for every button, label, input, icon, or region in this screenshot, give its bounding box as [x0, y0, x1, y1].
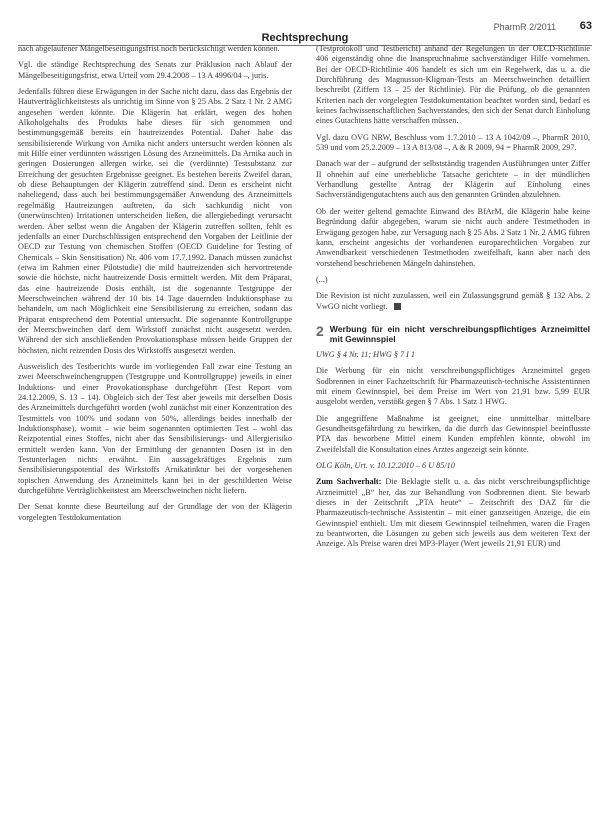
paragraph-text: Die Revision ist nicht zuzulassen, weil ein Zulassungsgrund gemäß § 132 Abs. 2 VwGO nicht vorliegt. — [316, 291, 590, 311]
right-column — [316, 44, 590, 556]
journal-name: PharmR 2/2011 — [493, 22, 556, 32]
paragraph: Vgl. die ständige Rechtsprechung des Senats zur Präklusion nach Ablauf der Mängelbeseitigungsfrist, etwa Urteil vom 29.4.2008 – 13 A 4996/04 –, juris. — [18, 60, 292, 80]
section-number: 2 — [316, 322, 324, 339]
paragraph: Danach war der – aufgrund der selbstständig tragenden Ausführungen unter Ziffer II ohnehin auf eine unerhebliche Tatsache gerichtete – in der mündlichen Verhandlung gestellte Antrag der Klägerin auf Einholung eines Sachverständigengutachtens auch aus den genannten Gründen abzulehnen. — [316, 159, 590, 200]
page-header — [18, 14, 592, 44]
paragraph: (...) — [316, 274, 328, 284]
norms-line: UWG § 4 Nr. 11; HWG § 7 I 1 — [316, 349, 415, 359]
section-header — [316, 324, 590, 344]
paragraph: Ausweislich des Testberichts wurde im vorliegenden Fall zwar eine Testung an zwei Meerschweinchengruppen (Testgruppe und Kontrollgruppe) jeweils in einer Induktions- und einer Provokationsphase durchgeführt (Test Report vom 24.12.2009, S. 13 – 14). Obgleich sich der Test aber jeweils mit derselben Dosis des Arzneimittels durchgeführt worden (wohl zunächst mit einer Konzentration des Testmittels von 100% und sodann von 50%, allerdings beides innerhalb der Induktionsphase), womit – wie beim sogenannten optimierten Test – wohl das Reizpotential eines Stoffes, nicht aber das Sensibilisierungs- und Allergierisiko ermittelt werden kann. Von der Ermittlung der genannten Dosen ist in den Testunterlagen nichts erwähnt. Ein aussagekräftiges Ergebnis zum Sensibilisierungspotential des Wirkstoffs Arnikatinktur bei der vorgesehenen topischen Anwendung des Arzneimittels kann bei in der geschilderten Weise durchgeführte Verträglichkeitstest am Meerschweinchen nicht liefern. — [18, 361, 292, 496]
left-column — [18, 44, 292, 529]
paragraph: Vgl. dazu OVG NRW, Beschluss vom 1.7.2010 – 13 A 1042/09 –, PharmR 2010, 539 und vom 25.2.2009 – 13 A 813/08 –, A & R 2009, 94 = PharmR 2009, 297. — [316, 132, 590, 153]
facts-label: Zum Sachverhalt: — [316, 477, 382, 487]
section-heading: Rechtsprechung — [261, 32, 349, 44]
section-title: Werbung für ein nicht verschreibungspflichtiges Arzneimittel mit Gewinnspiel — [329, 323, 590, 344]
paragraph: (Testprotokoll und Testbericht) anhand der Regelungen in der OECD-Richtlinie 406 eigenständig ohne die Inanspruchnahme sachverständiger Hilfe vornehmen. Bei der OECD-Richtlinie 406 handelt es sich um ein Regelwerk, das u. a. die Durchführung des Magnusson-Kligman-Tests an Meerschweinchen detailliert beschreibt (Ziffern 13 – 25 der Richtlinie). Für die Prüfung, ob die genannten Kriterien nach der vorgelegten Testdokumentation beachtet worden sind, bedarf es keines fachwissenschaftlichen Sachverstandes, den sich der Senat durch Einholung eines Gutachtens hätte verschaffen müssen. — [316, 44, 590, 126]
paragraph: Ob der weiter geltend gemachte Einwand des BfArM, die Klägerin habe keine Begründung dafür abgegeben, warum sie nicht auch andere Testmethoden in Erwägung gezogen habe, zur Versagung nach § 25 Abs. 2 Satz 1 Nr. 2 AMG führen kann, erscheint angesichts der vorhandenen europarechtlichen Vorgaben zur Anwendbarkeit verschiedenen Testmethoden zweifelhaft, kann aber nach den vorstehend beschriebenen Mängeln dahinstehen. — [316, 206, 590, 268]
headnote: Die angegriffene Maßnahme ist geeignet, eine unmittelbar mittelbare Gesundheitsgefährdung zu bewirken, da die durch das Gewinnspiel beeinflusste PTA das beworbene Mittel einem Kunden empfehlen könnte, obwohl im Zweifelsfall die Konsultation eines Arztes angezeigt sein könnte. — [316, 413, 590, 454]
court-reference: OLG Köln, Urt. v. 10.12.2010 – 6 U 85/10 — [316, 461, 455, 470]
paragraph: nach abgelaufener Mängelbeseitigungsfrist noch berücksichtigt werden können. — [18, 44, 280, 53]
paragraph: Jedenfalls führen diese Erwägungen in der Sache nicht dazu, dass das Ergebnis der Hautverträglichkeitstests als unrichtig im Sinne von § 25 Abs. 2 Satz 1 Nr. 2 AMG angesehen werden könnte. Die Klägerin hat erklärt, wegen des hohen Alkoholgehalts des Produkts habe dieses für sich genommen und bestimmungsgemäß bereits ein hautreizendes Potential. Daher habe das sensibilisierende Wirkung von Arnika nicht anders untersucht werden können als mit Hilfe einer verdünnten wässrigen Lösung des Arzneimittels. Da Arnika auch in geringen Dosierungen allergen wirke, sei die (verdünnte) Testsubstanz zur Erreichung der gesuchten Ergebnisse geeignet. Es bestehen bereits Zweifel daran, ob diese Behauptungen der Klägerin zutreffend sind. Denn es erscheint nicht naheliegend, dass auch bei bestimmungsgemäßer Anwendung des Arzneimittels regelmäßig Hautreizungen auftreten, da sich sachkundig nicht von (unerwünschten) Irritationen unterscheiden ließen, die allergiebedingt verursacht werden. Aber selbst wenn die Angaben der Klägerin zutreffen sollten, fehlt es jedenfalls an einer Durchschlüssigen entsprechend den Vorgaben der Leitlinie der OECD zur Testung von chemischen Stoffen (OECD Guideline for Testing of Chemicals – Skin Sensitisation) Nr. 406 vom 17.7.1992. Danach müssen zunächst (etwa im Rahmen einer Pilotstudie) die mild hautreizenden sich hervortretende sowie die höchste, nicht hautreizende Dosis ermittelt werden. Mit dem Präparat, das eine hautreizende Dosis enthält, ist die sogenannte Testgruppe der Meerschweinchen während der 10 bis 14 Tage dauernden Induktionsphase zu behandeln, um nach Möglichkeit eine Sensibilisierung zu erreichen, sodann das Präparat entsprechend dem Potential untersucht. Die sogenannte Kontrollgruppe der Meerschweinchen darf dem Wirkstoff zunächst nicht ausgesetzt werden. Während der sich anschließenden Provokationsphase müssen beide Gruppen der höchsten, nicht reizenden Dosis des Wirkstoffs ausgesetzt werden. — [18, 87, 292, 355]
page-number: 63 — [579, 20, 592, 32]
facts-text: Die Beklagte stellt u. a. das nicht verschreibungspflichtige Arzneimittel „B“ her, das zur Behandlung von Sodbrennen dient. Sie bewarb dieses in der Zeitschrift „PTA heute“ – Zeitschrift des DAZ für die Pharmazeutisch-technische Assistentin – mit einer ganzseitigen Anzeige, die ein Gewinnspiel enthielt. Um mit diesem Gewinnspiel teilnehmen, waren die Fragen zu beantworten, die Lösungen zu geben sich jeweils aus dem weiteren Text der Anzeige. Als Preise waren drei MP3-Player (Wert jeweils 21,91 EUR) und — [316, 477, 590, 549]
paragraph-last — [316, 291, 590, 312]
headnote: Die Werbung für ein nicht verschreibungspflichtiges Arzneimittel gegen Sodbrennen in einer Fachzeitschrift für Pharmazeutisch-technische Assistentinnen mit einem Gewinnspiel, bei dem Preise im Wert von 21,91 bzw. 5,99 EUR ausgelobt werden, verstößt gegen § 7 Abs. 1 Satz 1 HWG. — [316, 366, 590, 407]
paragraph: Der Senat konnte diese Beurteilung auf der Grundlage der von der Klägerin vorgelegten Testdokumentation — [18, 502, 292, 522]
facts-paragraph — [316, 477, 590, 549]
end-square-icon — [394, 303, 401, 310]
